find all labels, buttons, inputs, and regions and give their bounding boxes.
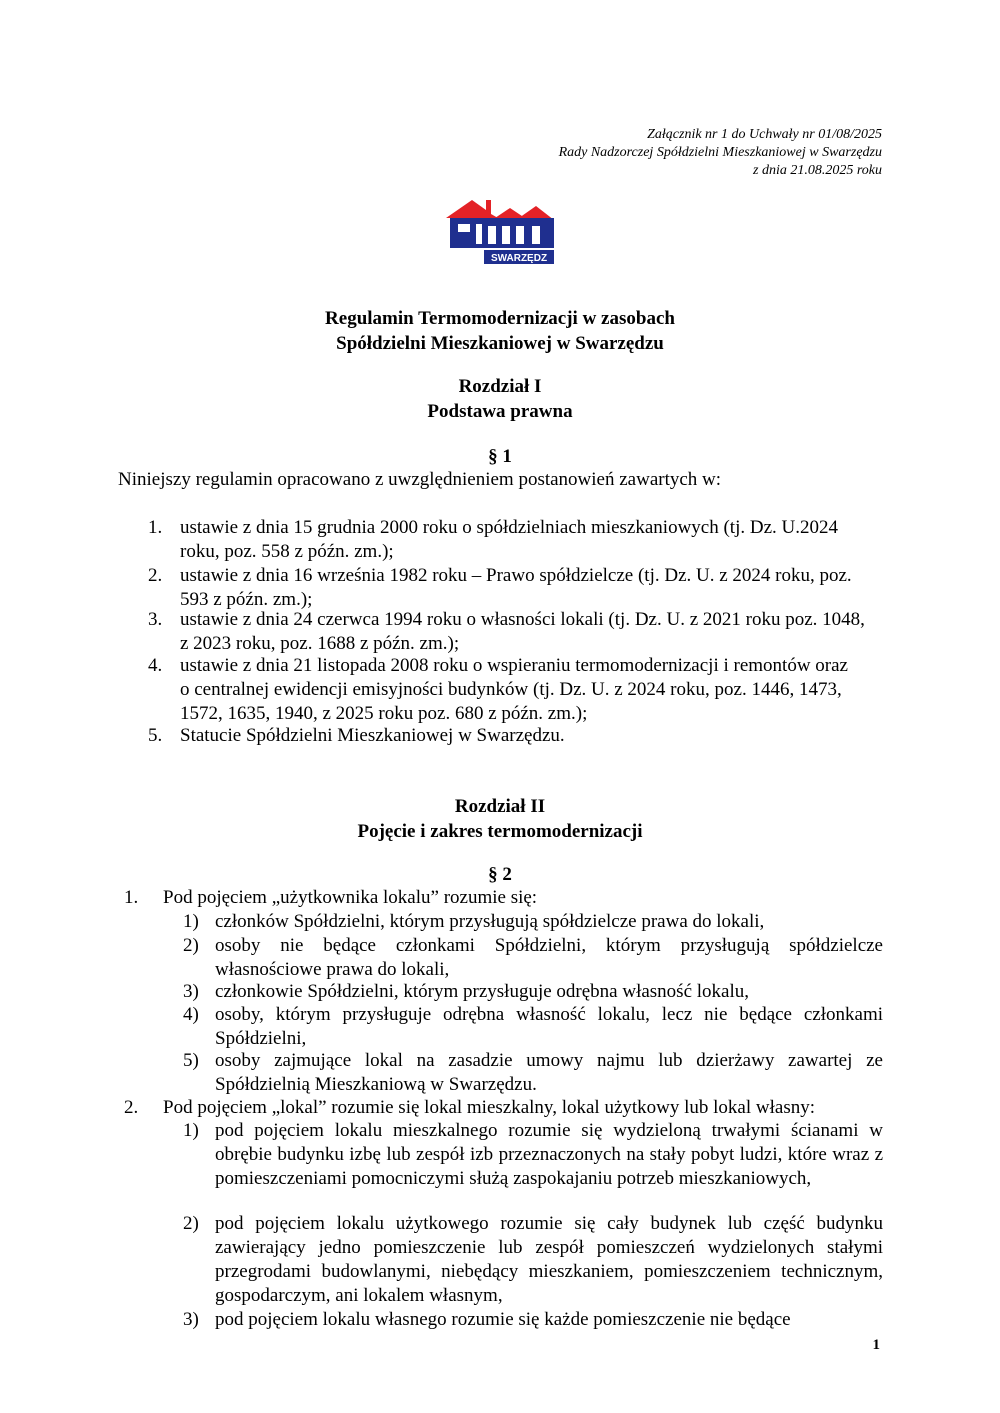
list-item xyxy=(148,516,893,564)
title-line-1: Regulamin Termomodernizacji w zasobach xyxy=(325,308,675,329)
sub-item-text: pod pojęciem lokalu mieszkalnego rozumie się wydzieloną trwałymi ścianami w obrębie budynku izbę lub zespół izb przeznaczonych na stały pobyt ludzi, które wraz z pomieszczeniami pomocniczymi służą zaspokajaniu potrzeb mieszkaniowych, xyxy=(215,1120,883,1189)
paragraph-number: 2. xyxy=(124,1097,139,1118)
header-line-1: Załącznik nr 1 do Uchwały nr 01/08/2025 xyxy=(647,127,882,142)
sub-item xyxy=(183,980,883,1004)
sub-item-text: osoby nie będące członkami Spółdzielni, którym przysługują spółdzielcze własnościowe prawa do lokali, xyxy=(215,935,883,980)
list-item-number: 5. xyxy=(148,725,163,746)
chapter-2-label: Rozdział II xyxy=(454,796,546,817)
sub-item xyxy=(183,1049,883,1097)
house-logo-icon xyxy=(444,196,556,266)
chapter-1-heading xyxy=(0,374,1000,424)
chapter-1-label: Rozdział I xyxy=(458,376,542,397)
list-item-number: 4. xyxy=(148,655,163,676)
list-item-line: o centralnej ewidencji emisyjności budynków (tj. Dz. U. z 2024 roku, poz. 1446, 1473, xyxy=(180,679,842,700)
list-item-line: 1572, 1635, 1940, z 2025 roku poz. 680 z późn. zm.); xyxy=(180,703,588,724)
chapter-1-name: Podstawa prawna xyxy=(427,401,573,422)
section-1-sign: § 1 xyxy=(488,446,512,467)
document-header xyxy=(559,126,882,180)
sub-item-number: 3) xyxy=(183,1309,199,1330)
sub-item-text: pod pojęciem lokalu użytkowego rozumie się cały budynek lub część budynku zawierający jedno pomieszczenie lub zespół pomieszczeń wydzielonych stałymi przegrodami budowlanymi, niebędący mieszkaniem, pomieszczeniem technicznym, gospodarczym, ani lokalem własnym, xyxy=(215,1213,883,1306)
list-item-line: ustawie z dnia 16 września 1982 roku – Prawo spółdzielcze (tj. Dz. U. z 2024 roku, poz. xyxy=(180,565,852,586)
list-item-line: Statucie Spółdzielni Mieszkaniowej w Swarzędzu. xyxy=(180,725,565,746)
list-item xyxy=(148,724,893,748)
page-number: 1 xyxy=(872,1337,880,1353)
sub-item-number: 4) xyxy=(183,1004,199,1025)
list-item xyxy=(148,608,893,656)
logo-text: SWARZĘDZ xyxy=(490,253,548,264)
chapter-2-name: Pojęcie i zakres termomodernizacji xyxy=(357,821,643,842)
section-1-intro: Niniejszy regulamin opracowano z uwzględnieniem postanowień zawartych w: xyxy=(118,469,722,490)
sub-item xyxy=(183,1119,883,1191)
sub-item xyxy=(183,1308,883,1332)
sub-item-text: osoby zajmujące lokal na zasadzie umowy najmu lub dzierżawy zawartej ze Spółdzielnią Mieszkaniową w Swarzędzu. xyxy=(215,1050,883,1095)
sub-item xyxy=(183,1212,883,1308)
list-item-line: 593 z późn. zm.); xyxy=(180,589,313,610)
sub-item-number: 2) xyxy=(183,1213,199,1234)
sub-item-text: członków Spółdzielni, którym przysługują spółdzielcze prawa do lokali, xyxy=(215,911,765,932)
paragraph-text: Pod pojęciem „użytkownika lokalu” rozumie się: xyxy=(163,887,538,908)
sub-item-text: osoby, którym przysługuje odrębna własność lokalu, lecz nie będące członkami Spółdzielni, xyxy=(215,1004,883,1049)
list-item-number: 1. xyxy=(148,517,163,538)
list-item-line: ustawie z dnia 24 czerwca 1994 roku o własności lokali (tj. Dz. U. z 2021 roku poz. 1048, xyxy=(180,609,865,630)
list-item-number: 2. xyxy=(148,565,163,586)
sub-item-number: 3) xyxy=(183,981,199,1002)
sub-item-number: 2) xyxy=(183,935,199,956)
list-item-line: z 2023 roku, poz. 1688 z późn. zm.); xyxy=(180,633,460,654)
list-item-line: ustawie z dnia 15 grudnia 2000 roku o spółdzielniach mieszkaniowych (tj. Dz. U.2024 xyxy=(180,517,838,538)
header-line-3: z dnia 21.08.2025 roku xyxy=(753,163,882,178)
list-item-number: 3. xyxy=(148,609,163,630)
list-item-line: ustawie z dnia 21 listopada 2008 roku o wspieraniu termomodernizacji i remontów oraz xyxy=(180,655,848,676)
list-item xyxy=(148,564,893,612)
paragraph-text: Pod pojęciem „lokal” rozumie się lokal mieszkalny, lokal użytkowy lub lokal własny: xyxy=(163,1097,816,1118)
cooperative-logo xyxy=(444,196,556,266)
header-line-2: Rady Nadzorczej Spółdzielni Mieszkaniowej w Swarzędzu xyxy=(558,145,882,160)
sub-item xyxy=(183,910,883,934)
section-2-sign: § 2 xyxy=(488,864,512,885)
document-title xyxy=(0,306,1000,356)
sub-item-text: członkowie Spółdzielni, którym przysługuje odrębna własność lokalu, xyxy=(215,981,749,1002)
paragraph-number: 1. xyxy=(124,887,139,908)
chapter-2-heading xyxy=(0,794,1000,844)
list-item xyxy=(148,654,893,726)
sub-item xyxy=(183,1003,883,1051)
sub-item-text: pod pojęciem lokalu własnego rozumie się każde pomieszczenie nie będące xyxy=(215,1309,791,1330)
sub-item-number: 1) xyxy=(183,911,199,932)
list-item-line: roku, poz. 558 z późn. zm.); xyxy=(180,541,394,562)
sub-item-number: 5) xyxy=(183,1050,199,1071)
title-line-2: Spółdzielni Mieszkaniowej w Swarzędzu xyxy=(336,333,664,354)
sub-item-number: 1) xyxy=(183,1120,199,1141)
sub-item xyxy=(183,934,883,982)
